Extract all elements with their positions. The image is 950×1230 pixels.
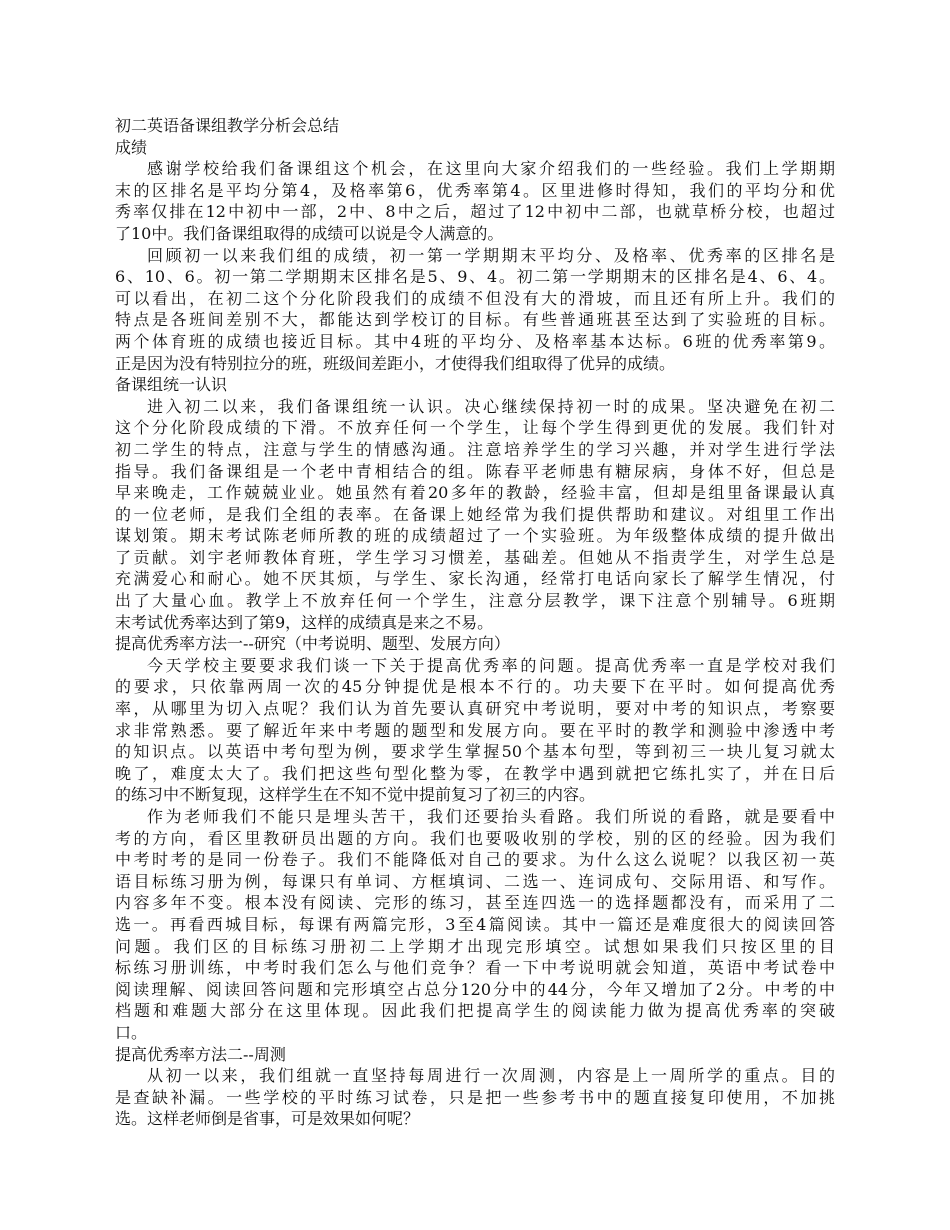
text-line: 求非常熟悉。要了解近年来中考题的题型和发展方向。要在平时的教学和测验中渗透中考	[115, 720, 835, 740]
text-line: 回顾初一以来我们组的成绩，初一第一学期期末平均分、及格率、优秀率的区排名是	[147, 245, 835, 265]
text-line: 阅读理解、阅读回答问题和完形填空占总分120分中的44分，今年又增加了2分。中考的中	[115, 979, 835, 999]
text-line: 选。这样老师倒是省事，可是效果如何呢？	[115, 1109, 420, 1129]
section-heading: 提高优秀率方法二--周测	[115, 1044, 286, 1064]
text-line: 语目标练习册为例，每课只有单词、方框填词、二选一、连词成句、交际用语、和写作。	[115, 871, 835, 891]
text-line: 感谢学校给我们备课组这个机会，在这里向大家介绍我们的一些经验。我们上学期期	[147, 159, 835, 179]
section-heading: 成绩	[115, 137, 148, 157]
document-title: 初二英语备课组教学分析会总结	[115, 116, 340, 135]
text-line: 进入初二以来，我们备课组统一认识。决心继续保持初一时的成果。坚决避免在初二	[147, 396, 835, 416]
text-line: 了贡献。刘宇老师教体育班，学生学习习惯差，基础差。但她从不指责学生，对学生总是	[115, 547, 835, 567]
text-line: 口。	[115, 1022, 148, 1042]
text-line: 充满爱心和耐心。她不厌其烦，与学生、家长沟通，经常打电话向家长了解学生情况，付	[115, 569, 835, 589]
text-line: 晚了，难度太大了。我们把这些句型化整为零，在教学中遇到就把它练扎实了，并在日后	[115, 763, 835, 783]
text-line: 今天学校主要要求我们谈一下关于提高优秀率的问题。提高优秀率一直是学校对我们	[147, 655, 835, 675]
paragraph	[115, 158, 835, 244]
text-line: 了10中。我们备课组取得的成绩可以说是令人满意的。	[115, 223, 504, 243]
section-heading: 备课组统一认识	[115, 375, 228, 395]
paragraph	[115, 396, 835, 634]
text-line: 的要求，只依靠两周一次的45分钟提优是根本不行的。功夫要下在平时。如何提高优秀	[115, 677, 835, 697]
text-line: 的一位老师，是我们全组的表率。在备课上她经常为我们提供帮助和建议。对组里工作出	[115, 504, 835, 524]
text-line: 内容多年不变。根本没有阅读、完形的练习，甚至连四选一的选择题都没有，而采用了二	[115, 893, 835, 913]
text-line: 标练习册训练，中考时我们怎么与他们竞争？看一下中考说明就会知道，英语中考试卷中	[115, 958, 835, 978]
text-line: 这个分化阶段成绩的下滑。不放弃任何一个学生，让每个学生得到更优的发展。我们针对	[115, 418, 835, 438]
text-line: 末的区排名是平均分第4，及格率第6，优秀率第4。区里进修时得知，我们的平均分和优	[115, 180, 835, 200]
text-line: 的练习中不断复现，这样学生在不知不觉中提前复习了初三的内容。	[115, 785, 596, 805]
text-line: 6、10、6。初一第二学期期末区排名是5、9、4。初二第一学期期末的区排名是4、6、4。	[115, 267, 835, 287]
text-line: 档题和难题大部分在这里体现。因此我们把提高学生的阅读能力做为提高优秀率的突破	[115, 1001, 835, 1021]
text-line: 作为老师我们不能只是埋头苦干，我们还要抬头看路。我们所说的看路，就是要看中	[147, 807, 835, 826]
document-page	[115, 115, 835, 1130]
text-line: 出了大量心血。教学上不放弃任何一个学生，注意分层教学，课下注意个别辅导。6班期	[115, 591, 835, 611]
text-line: 中考时考的是同一份卷子。我们不能降低对自己的要求。为什么这么说呢？以我区初一英	[115, 850, 835, 870]
paragraph	[115, 655, 835, 806]
paragraph	[115, 1065, 835, 1130]
text-line: 两个体育班的成绩也接近目标。其中4班的平均分、及格率基本达标。6班的优秀率第9。	[115, 331, 835, 351]
text-line: 问题。我们区的目标练习册初二上学期才出现完形填空。试想如果我们只按区里的目	[115, 936, 835, 956]
text-line: 特点是各班间差别不大，都能达到学校订的目标。有些普通班甚至达到了实验班的目标。	[115, 310, 835, 330]
paragraph	[115, 245, 835, 375]
text-line: 指导。我们备课组是一个老中青相结合的组。陈春平老师患有糖尿病，身体不好，但总是	[115, 461, 835, 481]
text-line: 秀率仅排在12中初中一部，2中、8中之后，超过了12中初中二部，也就草桥分校，也超过	[115, 202, 835, 222]
text-line: 初二学生的特点，注意与学生的情感沟通。注意培养学生的学习兴趣，并对学生进行学法	[115, 439, 835, 459]
text-line: 正是因为没有特别拉分的班，班级间差距小，才使得我们组取得了优异的成绩。	[115, 353, 676, 373]
paragraph	[115, 806, 835, 1044]
text-line: 谋划策。期末考试陈老师所教的班的成绩超过了一个实验班。为年级整体成绩的提升做出	[115, 526, 835, 546]
section-heading: 提高优秀率方法一--研究（中考说明、题型、发展方向）	[115, 634, 510, 654]
text-line: 的知识点。以英语中考句型为例，要求学生掌握50个基本句型，等到初三一块儿复习就太	[115, 742, 835, 762]
text-line: 率，从哪里为切入点呢？我们认为首先要认真研究中考说明，要对中考的知识点，考察要	[115, 699, 835, 719]
text-line: 是查缺补漏。一些学校的平时练习试卷，只是把一些参考书中的题直接复印使用，不加挑	[115, 1087, 835, 1107]
text-line: 早来晚走，工作兢兢业业。她虽然有着20多年的教龄，经验丰富，但却是组里备课最认真	[115, 483, 835, 503]
text-line: 选一。再看西城目标，每课有两篇完形，3至4篇阅读。其中一篇还是难度很大的阅读回答	[115, 914, 835, 934]
text-line: 可以看出，在初二这个分化阶段我们的成绩不但没有大的滑坡，而且还有所上升。我们的	[115, 288, 835, 308]
text-line: 考的方向，看区里教研员出题的方向。我们也要吸收别的学校，别的区的经验。因为我们	[115, 828, 835, 848]
text-line: 从初一以来，我们组就一直坚持每周进行一次周测，内容是上一周所学的重点。目的	[147, 1066, 835, 1086]
text-line: 末考试优秀率达到了第9，这样的成绩真是来之不易。	[115, 612, 494, 632]
